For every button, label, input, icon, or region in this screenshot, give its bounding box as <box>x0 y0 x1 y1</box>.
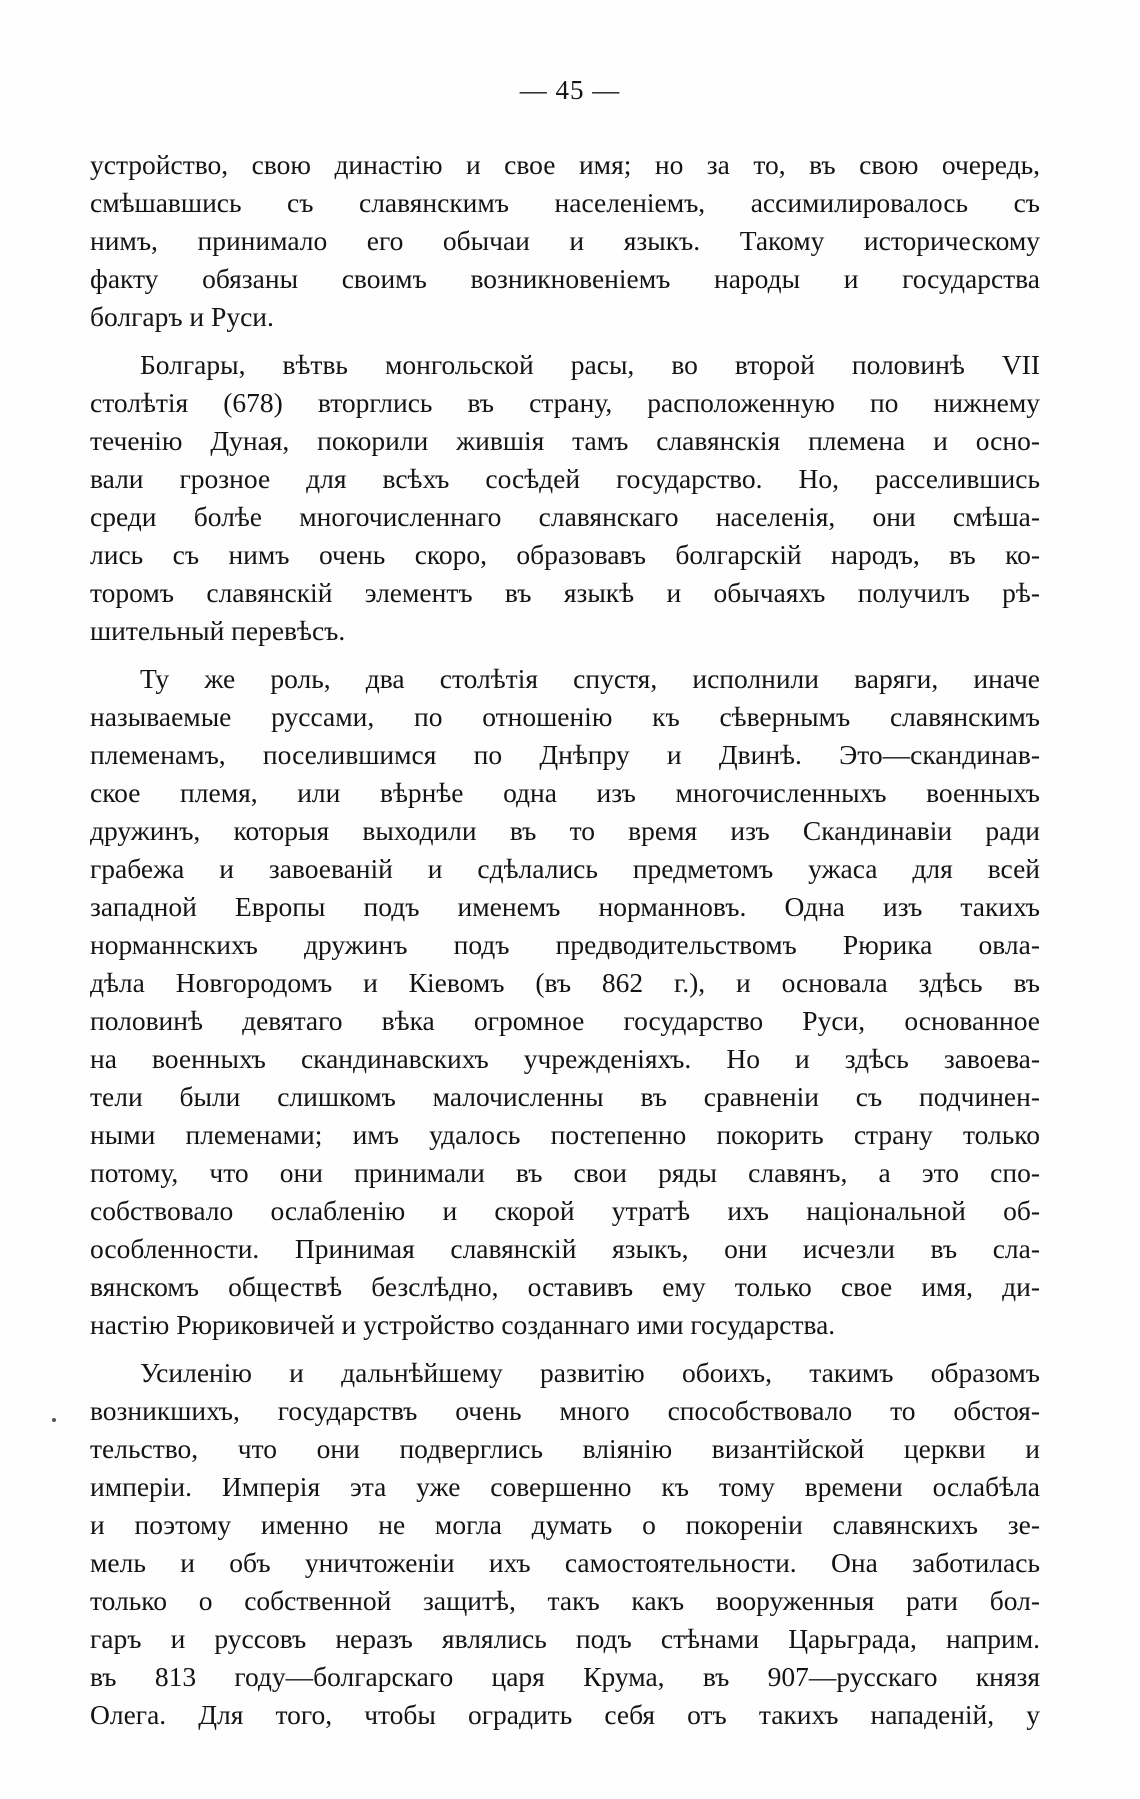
paragraph-1 <box>90 146 1040 336</box>
text-line: Ту же роль, два столѣтія спустя, исполнили варяги, иначе <box>140 663 1040 694</box>
text-line: Болгары, вѣтвь монгольской расы, во второй половинѣ VII <box>140 349 1040 380</box>
text-line: и поэтому именно не могла думать о покореніи славянскихъ зе- <box>90 1509 1040 1540</box>
page-number: — 45 — <box>519 75 621 105</box>
text-line: вянскомъ обществѣ безслѣдно, оставивъ ему только свое имя, ди- <box>90 1271 1040 1302</box>
paragraph-2 <box>90 346 1040 650</box>
text-line: лись съ нимъ очень скоро, образовавъ болгарскій народъ, въ ко- <box>90 539 1040 570</box>
text-line: настію Рюриковичей и устройство созданнаго ими государства. <box>90 1309 836 1340</box>
text-line: имперіи. Имперія эта уже совершенно къ тому времени ослабѣла <box>90 1471 1040 1502</box>
body-text <box>90 146 1040 1744</box>
text-line: нимъ, принимало его обычаи и языкъ. Такому историческому <box>90 225 1040 256</box>
text-line: только о собственной защитѣ, такъ какъ вооруженныя рати бол- <box>90 1585 1040 1616</box>
text-line: дружинъ, которыя выходили въ то время изъ Скандинавіи ради <box>90 815 1040 846</box>
text-line: Олега. Для того, чтобы оградить себя отъ такихъ нападеній, у <box>90 1699 1040 1730</box>
text-line: столѣтія (678) вторглись въ страну, расположенную по нижнему <box>90 387 1040 418</box>
text-line: называемые руссами, по отношенію къ сѣвернымъ славянскимъ <box>90 701 1040 732</box>
paragraph-3 <box>90 660 1040 1344</box>
text-line: собствовало ослабленію и скорой утратѣ ихъ національной об- <box>90 1195 1040 1226</box>
paragraph-4 <box>90 1354 1040 1734</box>
text-line: болгаръ и Руси. <box>90 301 274 332</box>
text-line: среди болѣе многочисленнаго славянскаго населенія, они смѣша- <box>90 501 1040 532</box>
text-line: теченію Дуная, покорили жившія тамъ славянскія племена и осно- <box>90 425 1040 456</box>
text-line: вали грозное для всѣхъ сосѣдей государство. Но, расселившись <box>90 463 1040 494</box>
text-line: западной Европы подъ именемъ норманновъ. Одна изъ такихъ <box>90 891 1040 922</box>
text-line: торомъ славянскій элементъ въ языкѣ и обычаяхъ получилъ рѣ- <box>90 577 1040 608</box>
text-line: возникшихъ, государствъ очень много способствовало то обстоя- <box>90 1395 1040 1426</box>
text-line: ское племя, или вѣрнѣе одна изъ многочисленныхъ военныхъ <box>90 777 1040 808</box>
text-line: норманнскихъ дружинъ подъ предводительствомъ Рюрика овла- <box>90 929 1040 960</box>
text-line: смѣшавшись съ славянскимъ населеніемъ, ассимилировалось съ <box>90 187 1040 218</box>
text-line: устройство, свою династію и свое имя; но за то, въ свою очередь, <box>90 149 1040 180</box>
text-line: тели были слишкомъ малочисленны въ сравненіи съ подчинен- <box>90 1081 1040 1112</box>
text-line: на военныхъ скандинавскихъ учрежденіяхъ. Но и здѣсь завоева- <box>90 1043 1040 1074</box>
text-line: ными племенами; имъ удалось постепенно покорить страну только <box>90 1119 1040 1150</box>
text-line: дѣла Новгородомъ и Кіевомъ (въ 862 г.), и основала здѣсь въ <box>90 967 1040 998</box>
text-line: факту обязаны своимъ возникновеніемъ народы и государства <box>90 263 1040 294</box>
text-line: шительный перевѣсъ. <box>90 615 346 646</box>
text-line: потому, что они принимали въ свои ряды славянъ, а это спо- <box>90 1157 1040 1188</box>
text-line: племенамъ, поселившимся по Днѣпру и Двинѣ. Это—скандинав- <box>90 739 1040 770</box>
text-line: половинѣ девятаго вѣка огромное государство Руси, основанное <box>90 1005 1040 1036</box>
text-line: гаръ и руссовъ неразъ являлись подъ стѣнами Царьграда, наприм. <box>90 1623 1040 1654</box>
text-line: въ 813 году—болгарскаго царя Крума, въ 907—русскаго князя <box>90 1661 1040 1692</box>
text-line: особленности. Принимая славянскій языкъ, они исчезли въ сла- <box>90 1233 1040 1264</box>
text-line: мель и объ уничтоженіи ихъ самостоятельности. Она заботилась <box>90 1547 1040 1578</box>
text-line: Усиленію и дальнѣйшему развитію обоихъ, такимъ образомъ <box>140 1357 1040 1388</box>
text-line: тельство, что они подверглись вліянію византійской церкви и <box>90 1433 1040 1464</box>
text-line: грабежа и завоеваній и сдѣлались предметомъ ужаса для всей <box>90 853 1040 884</box>
margin-speck <box>52 1418 56 1422</box>
